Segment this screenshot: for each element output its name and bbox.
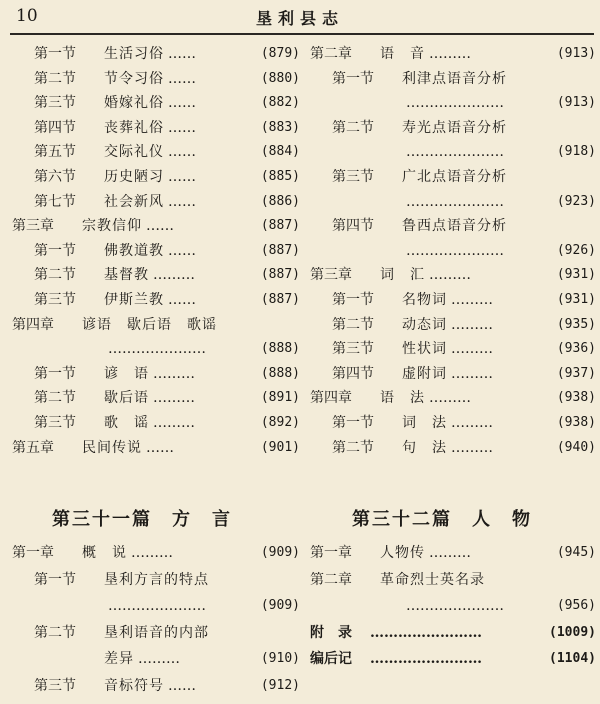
toc-entry-title: 谚 语 xyxy=(104,365,149,382)
toc-right-column xyxy=(310,42,598,460)
page-header xyxy=(0,0,600,32)
toc-entry-title: 革命烈士英名录 xyxy=(380,571,485,588)
toc-leader-dots: ……… xyxy=(153,390,195,407)
toc-entry-label: 第一节 xyxy=(34,571,76,588)
toc-leader-dots: ……… xyxy=(429,545,471,561)
toc-entry xyxy=(310,116,598,141)
toc-entry xyxy=(310,91,598,116)
toc-page-number: (926) xyxy=(556,242,596,258)
toc-entry-label: 第二节 xyxy=(34,624,76,641)
toc-page-number: (956) xyxy=(556,598,596,613)
toc-entry-title: 歇后语 xyxy=(104,390,149,407)
toc-entry-title: 音标符号 xyxy=(104,677,164,694)
toc-entry xyxy=(12,411,302,436)
toc-entry-label: 第一章 xyxy=(310,545,352,561)
toc-entry-title: 语 音 xyxy=(380,46,425,62)
toc-leader-dots: …… xyxy=(168,95,196,112)
toc-entry-title: 词 汇 xyxy=(380,267,425,284)
toc-entry xyxy=(310,337,598,362)
toc-entry-label: 第四章 xyxy=(12,316,54,333)
toc-entry xyxy=(310,288,598,313)
toc-entry xyxy=(12,190,302,215)
toc-page-number: (935) xyxy=(556,316,596,332)
toc-entry xyxy=(310,165,598,190)
toc-leader-dots: ……… xyxy=(153,267,195,284)
toc-leader-dots: …………………… xyxy=(370,651,482,667)
toc-page-number: (909) xyxy=(260,598,300,613)
toc-page-number: (892) xyxy=(260,414,300,430)
toc-left-column xyxy=(12,42,302,460)
toc-page-number: (909) xyxy=(260,545,300,560)
toc-entry-label: 第七节 xyxy=(34,193,76,210)
toc-entry-title: 历史陋习 xyxy=(104,168,164,185)
toc-page-number: (945) xyxy=(556,545,596,560)
toc-leader-dots: …………………… xyxy=(370,624,482,641)
toc-entry xyxy=(12,67,302,92)
toc-entry xyxy=(310,362,598,387)
toc-leader-dots: …… xyxy=(168,144,196,161)
toc-page-number: (923) xyxy=(556,193,596,209)
toc-leader-dots: ……… xyxy=(429,46,471,62)
toc-leader-dots: ……… xyxy=(451,414,493,431)
toc-right-column-b xyxy=(310,540,598,673)
toc-entry-title: 丧葬礼俗 xyxy=(104,119,164,136)
toc-page-number: (931) xyxy=(556,267,596,283)
toc-entry-label: 第四节 xyxy=(332,218,374,235)
toc-leader-dots: ………………… xyxy=(108,598,206,614)
toc-entry xyxy=(310,67,598,92)
toc-leader-dots: …… xyxy=(168,242,196,259)
part-title-32: 第三十二篇 人 物 xyxy=(352,509,532,530)
toc-entry xyxy=(12,620,302,647)
toc-page-number: (931) xyxy=(556,291,596,307)
toc-entry-title: 歌 谣 xyxy=(104,414,149,431)
toc-entry-label: 第五节 xyxy=(34,144,76,161)
book-title: 垦利县志 xyxy=(255,9,344,28)
toc-left-column-b xyxy=(12,540,302,699)
toc-entry xyxy=(310,593,598,620)
toc-page-number: (887) xyxy=(260,218,300,234)
toc-page-number: (913) xyxy=(556,46,596,61)
toc-entry-label: 第三节 xyxy=(34,95,76,112)
toc-page-number: (886) xyxy=(260,193,300,209)
toc-entry xyxy=(12,362,302,387)
toc-entry-title: 民间传说 xyxy=(82,439,142,456)
toc-entry xyxy=(12,673,302,700)
toc-leader-dots: ………………… xyxy=(406,598,504,614)
toc-page-number: (912) xyxy=(260,677,300,693)
toc-entry-label: 第三节 xyxy=(34,414,76,431)
toc-entry-title: 垦利方言的特点 xyxy=(104,571,209,588)
toc-entry-label: 第三章 xyxy=(12,218,54,235)
toc-entry xyxy=(310,646,598,673)
toc-entry-title: 鲁西点语音分析 xyxy=(402,218,507,235)
toc-leader-dots: ……… xyxy=(451,439,493,456)
toc-page-number: (913) xyxy=(556,95,596,111)
toc-entry-label: 第二章 xyxy=(310,46,352,62)
toc-leader-dots: ……… xyxy=(429,267,471,284)
toc-entry-title: 垦利语音的内部 xyxy=(104,624,209,641)
toc-leader-dots: …… xyxy=(168,70,196,87)
toc-entry-label: 编后记 xyxy=(310,651,352,667)
toc-entry-title: 交际礼仪 xyxy=(104,144,164,161)
toc-entry-title: 虚附词 xyxy=(402,365,447,382)
toc-page-number: (879) xyxy=(260,46,300,61)
toc-leader-dots: …… xyxy=(168,193,196,210)
toc-page-number: (884) xyxy=(260,144,300,160)
toc-entry-title: 动态词 xyxy=(402,316,447,333)
toc-page-number: (936) xyxy=(556,341,596,357)
toc-entry-label: 第二节 xyxy=(332,119,374,136)
toc-entry xyxy=(12,116,302,141)
toc-leader-dots: ………………… xyxy=(406,144,504,161)
toc-leader-dots: ……… xyxy=(451,291,493,308)
toc-entry-title: 社会新风 xyxy=(104,193,164,210)
toc-entry-label: 第三节 xyxy=(34,677,76,694)
toc-entry xyxy=(310,436,598,461)
header-rule xyxy=(10,33,594,35)
toc-entry-label: 第三节 xyxy=(34,291,76,308)
toc-entry-title: 语 法 xyxy=(380,390,425,407)
toc-entry xyxy=(310,42,598,67)
toc-leader-dots: ……… xyxy=(153,365,195,382)
toc-page-number: (1104) xyxy=(549,651,596,666)
toc-entry-label: 第一节 xyxy=(34,242,76,259)
toc-leader-dots: ………………… xyxy=(406,95,504,112)
toc-entry xyxy=(12,214,302,239)
toc-page-number: (1009) xyxy=(549,624,596,640)
toc-entry xyxy=(12,646,302,673)
toc-page-number: (885) xyxy=(260,168,300,184)
toc-leader-dots: …… xyxy=(168,291,196,308)
toc-entry-title: 词 法 xyxy=(402,414,447,431)
toc-page-number: (882) xyxy=(260,95,300,111)
toc-page-number: (887) xyxy=(260,291,300,307)
toc-page-number: (887) xyxy=(260,267,300,283)
toc-entry xyxy=(12,436,302,461)
toc-leader-dots: ………………… xyxy=(406,193,504,210)
toc-entry xyxy=(310,190,598,215)
toc-entry xyxy=(310,567,598,594)
toc-entry xyxy=(310,620,598,647)
toc-entry xyxy=(310,140,598,165)
toc-entry-label: 第三章 xyxy=(310,267,352,284)
toc-entry xyxy=(310,239,598,264)
toc-entry xyxy=(310,386,598,411)
toc-entry xyxy=(12,593,302,620)
toc-leader-dots: …… xyxy=(168,168,196,185)
toc-entry-title: 生活习俗 xyxy=(104,46,164,62)
toc-entry-title: 寿光点语音分析 xyxy=(402,119,507,136)
toc-entry-label: 第三节 xyxy=(332,168,374,185)
toc-entry xyxy=(12,140,302,165)
toc-leader-dots: …… xyxy=(146,218,174,235)
toc-leader-dots: …… xyxy=(168,677,196,694)
toc-entry-title: 佛教道教 xyxy=(104,242,164,259)
toc-leader-dots: ……… xyxy=(451,316,493,333)
toc-page-number: (937) xyxy=(556,365,596,381)
toc-entry xyxy=(12,386,302,411)
toc-page-number: (887) xyxy=(260,242,300,258)
toc-entry-label: 第一节 xyxy=(332,291,374,308)
toc-entry-title: 节令习俗 xyxy=(104,70,164,87)
toc-entry-title: 基督教 xyxy=(104,267,149,284)
toc-leader-dots: ……… xyxy=(131,545,173,561)
toc-leader-dots: ……… xyxy=(138,651,180,667)
toc-entry xyxy=(12,165,302,190)
toc-entry xyxy=(12,337,302,362)
toc-page-number: (891) xyxy=(260,390,300,406)
toc-page-number: (888) xyxy=(260,365,300,381)
toc-entry xyxy=(310,263,598,288)
toc-entry xyxy=(310,540,598,567)
toc-entry xyxy=(12,540,302,567)
toc-page-number: (940) xyxy=(556,439,596,455)
toc-entry xyxy=(12,263,302,288)
toc-entry xyxy=(12,91,302,116)
toc-entry-title: 人物传 xyxy=(380,545,425,561)
toc-leader-dots: ……… xyxy=(153,414,195,431)
toc-entry xyxy=(310,214,598,239)
toc-entry-label: 第二节 xyxy=(34,267,76,284)
toc-entry-title: 广北点语音分析 xyxy=(402,168,507,185)
toc-entry-label: 第二节 xyxy=(332,316,374,333)
toc-entry xyxy=(310,411,598,436)
toc-page-number: (918) xyxy=(556,144,596,160)
toc-entry-label: 第四节 xyxy=(34,119,76,136)
toc-entry-title: 性状词 xyxy=(402,341,447,358)
toc-page-number: (910) xyxy=(260,651,300,666)
toc-entry-title: 句 法 xyxy=(402,439,447,456)
toc-entry xyxy=(12,239,302,264)
toc-entry xyxy=(12,567,302,594)
toc-entry-title: 概 说 xyxy=(82,545,127,561)
toc-page-number: (883) xyxy=(260,119,300,135)
toc-entry-label: 第一节 xyxy=(34,46,76,62)
toc-entry-title: 宗教信仰 xyxy=(82,218,142,235)
page-number: 10 xyxy=(16,6,38,26)
toc-page-number: (938) xyxy=(556,390,596,406)
toc-entry-label: 第二节 xyxy=(332,439,374,456)
toc-entry xyxy=(310,313,598,338)
toc-entry-title: 利津点语音分析 xyxy=(402,70,507,87)
toc-leader-dots: ……… xyxy=(451,341,493,358)
toc-leader-dots: ……… xyxy=(429,390,471,407)
toc-page-number: (901) xyxy=(260,439,300,455)
toc-leader-dots: …… xyxy=(146,439,174,456)
toc-entry-label: 第一章 xyxy=(12,545,54,561)
toc-entry-label: 第三节 xyxy=(332,341,374,358)
toc-page-number: (880) xyxy=(260,70,300,86)
toc-entry xyxy=(12,288,302,313)
toc-entry-label: 第二节 xyxy=(34,390,76,407)
toc-leader-dots: ………………… xyxy=(406,242,504,259)
toc-leader-dots: ……… xyxy=(451,365,493,382)
toc-entry-title: 婚嫁礼俗 xyxy=(104,95,164,112)
part-title-31: 第三十一篇 方 言 xyxy=(52,509,232,530)
toc-leader-dots: …… xyxy=(168,119,196,136)
toc-entry-title: 名物词 xyxy=(402,291,447,308)
toc-page-number: (938) xyxy=(556,414,596,430)
toc-entry-title: 伊斯兰教 xyxy=(104,291,164,308)
toc-entry-label: 第二章 xyxy=(310,571,352,588)
toc-entry xyxy=(12,42,302,67)
toc-entry-label: 第一节 xyxy=(34,365,76,382)
toc-entry-label: 第一节 xyxy=(332,414,374,431)
toc-entry-label: 第一节 xyxy=(332,70,374,87)
toc-entry-title: 谚语 歇后语 歌谣 xyxy=(82,316,217,333)
toc-entry-label: 第四节 xyxy=(332,365,374,382)
toc-entry-label: 第五章 xyxy=(12,439,54,456)
toc-entry-title: 差异 xyxy=(104,651,134,667)
toc-entry-label: 第四章 xyxy=(310,390,352,407)
toc-leader-dots: ………………… xyxy=(108,341,206,358)
toc-entry xyxy=(12,313,302,338)
toc-page-number: (888) xyxy=(260,341,300,357)
toc-entry-label: 附 录 xyxy=(310,624,352,641)
toc-entry-label: 第二节 xyxy=(34,70,76,87)
toc-leader-dots: …… xyxy=(168,46,196,62)
toc-entry-label: 第六节 xyxy=(34,168,76,185)
